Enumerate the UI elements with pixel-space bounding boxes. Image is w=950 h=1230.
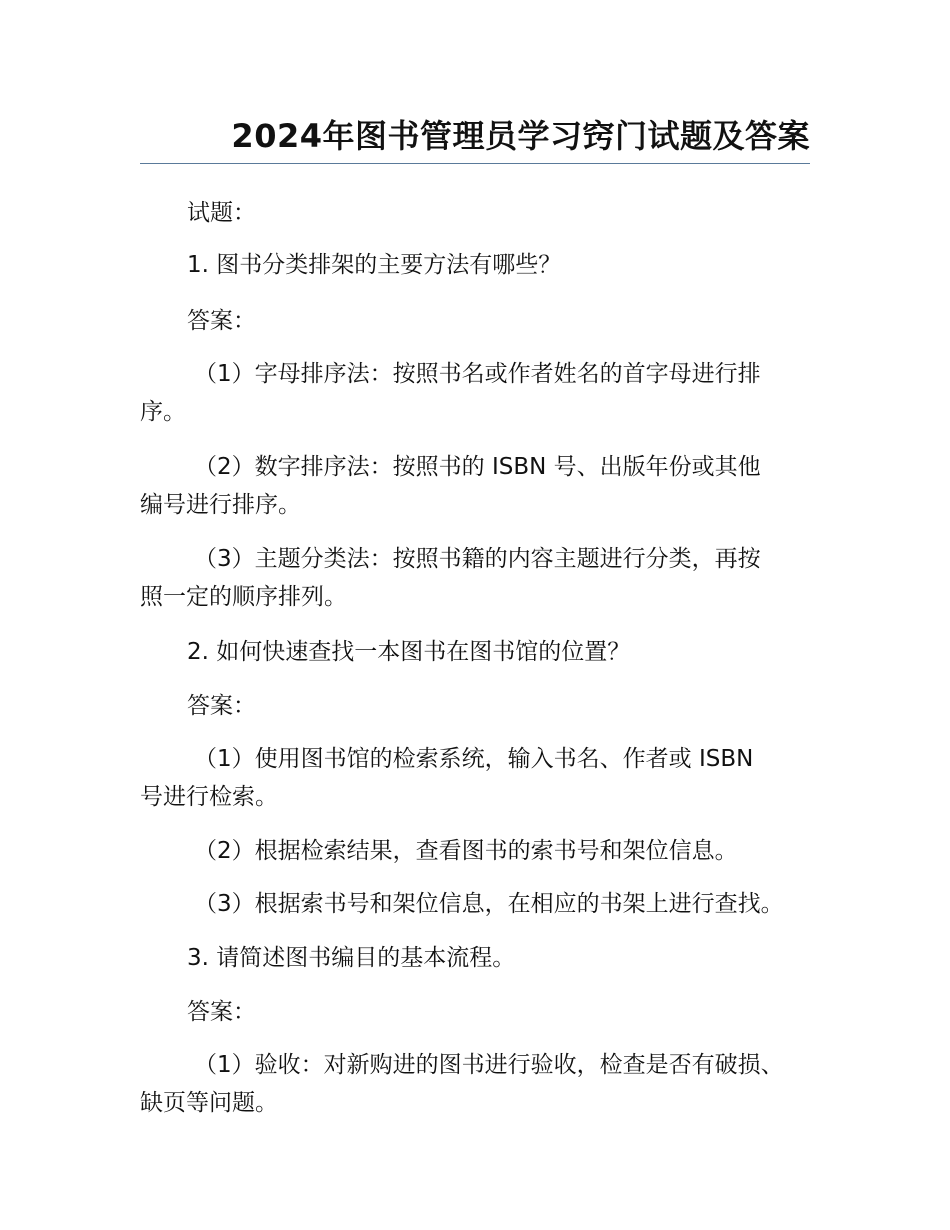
answer-label-1: 答案： bbox=[187, 308, 256, 334]
document-title: 2024年图书管理员学习窍门试题及答案 bbox=[231, 117, 810, 155]
answer-2-item-3: （3）根据索书号和架位信息，在相应的书架上进行查找。 bbox=[194, 891, 784, 917]
title-underline bbox=[140, 163, 810, 164]
question-1: 1. 图书分类排架的主要方法有哪些？ bbox=[187, 252, 562, 278]
answer-1-item-2-line-1: （2）数字排序法：按照书的 ISBN 号、出版年份或其他 bbox=[194, 454, 761, 480]
answer-2-item-1-line-1: （1）使用图书馆的检索系统，输入书名、作者或 ISBN bbox=[194, 746, 754, 772]
answer-1-item-3-line-1: （3）主题分类法：按照书籍的内容主题进行分类，再按 bbox=[194, 546, 761, 572]
question-2: 2. 如何快速查找一本图书在图书馆的位置？ bbox=[187, 639, 631, 665]
answer-1-item-3-line-2: 照一定的顺序排列。 bbox=[140, 584, 347, 610]
answer-3-item-1-line-2: 缺页等问题。 bbox=[140, 1090, 278, 1116]
answer-1-item-1-line-1: （1）字母排序法：按照书名或作者姓名的首字母进行排 bbox=[194, 361, 761, 387]
section-label-questions: 试题： bbox=[187, 200, 256, 226]
answer-2-item-1-line-2: 号进行检索。 bbox=[140, 784, 278, 810]
answer-label-3: 答案： bbox=[187, 999, 256, 1025]
answer-1-item-1-line-2: 序。 bbox=[140, 399, 186, 425]
answer-2-item-2: （2）根据检索结果，查看图书的索书号和架位信息。 bbox=[194, 838, 738, 864]
answer-label-2: 答案： bbox=[187, 693, 256, 719]
question-3: 3. 请简述图书编目的基本流程。 bbox=[187, 945, 516, 971]
answer-1-item-2-line-2: 编号进行排序。 bbox=[140, 492, 301, 518]
answer-3-item-1-line-1: （1）验收：对新购进的图书进行验收，检查是否有破损、 bbox=[194, 1052, 784, 1078]
